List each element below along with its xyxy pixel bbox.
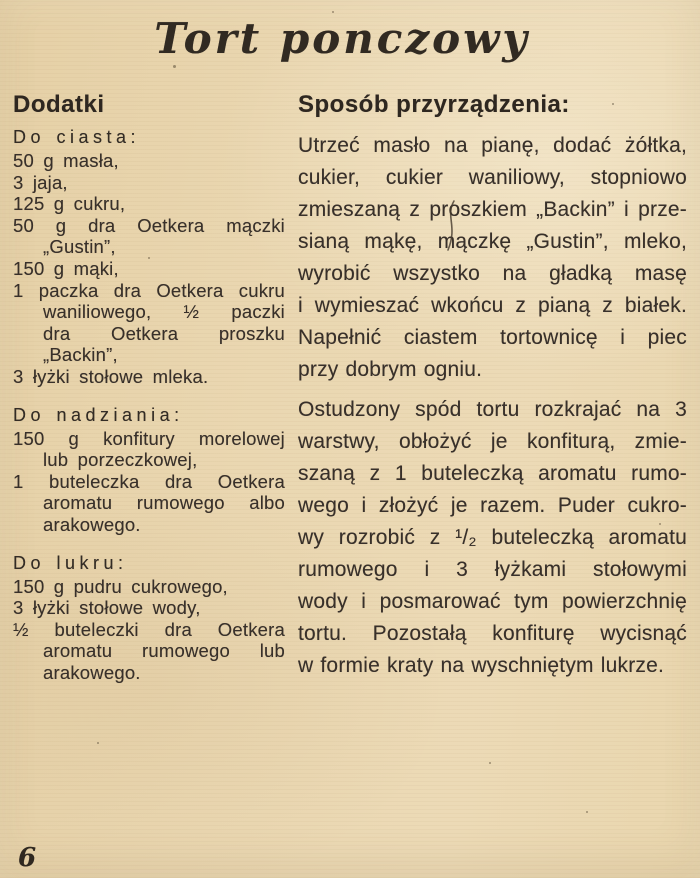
ink-speck [659,523,661,525]
ink-speck [97,742,99,744]
ink-speck [489,762,491,764]
method-line: cukier, cukier waniliowy, stopniowo [298,166,687,189]
ingredient-line: „Gustin”, [43,236,116,258]
ingredient-line: 1 paczka dra Oetkera cukru [13,279,285,301]
method-line: wody i posmarować tym powierzchnię [298,590,687,613]
ingredient-line: 150 g mąki, [13,257,119,279]
ingredient-line: 50 g dra Oetkera mączki [13,214,285,236]
ingredient-line: aromatu rumowego lub [43,640,285,662]
subheading-do-ciasta: Do ciasta: [13,127,141,147]
method-line: sianą mąkę, mączkę „Gustin”, mleko, [298,230,687,253]
page-title: Tort ponczowy [154,14,530,63]
method-line: Utrzeć masło na pianę, dodać żółtka, [298,134,687,157]
method-paragraph-2 [298,394,687,682]
method-line: zmieszaną z proszkiem „Backin” i prze- [298,198,687,221]
section-do-lukru [13,552,285,684]
ingredient-line: waniliowego, ½ paczki [43,301,285,323]
ingredients-column [13,92,285,699]
ingredient-line: aromatu rumowego albo [43,492,285,514]
method-line: tortu. Pozostałą konfiturę wycisnąć [298,622,687,645]
section-do-nadziania [13,404,285,536]
pen-mark [437,198,467,254]
ingredients-heading: Dodatki [13,91,105,118]
ingredient-line: 3 łyżki stołowe mleka. [13,365,209,387]
ingredient-line: 3 jaja, [13,171,68,193]
ingredient-line: arakowego. [43,661,141,683]
method-line: w formie kraty na wyschniętym lukrze. [298,654,664,677]
page-number: 6 [18,843,37,873]
ingredient-line: „Backin”, [43,344,118,366]
method-line: wego i złożyć je razem. Puder cukro- [298,494,687,517]
method-line: warstwy, obłożyć je konfiturą, zmie- [298,430,687,453]
ingredient-line: dra Oetkera proszku [43,322,285,344]
subheading-do-nadziania: Do nadziania: [13,404,184,425]
method-line: przy dobrym ogniu. [298,358,483,381]
subheading-do-lukru: Do lukru: [13,552,128,573]
ingredient-line: 50 g masła, [13,150,119,171]
ingredient-line: ½ buteleczki dra Oetkera [13,618,285,640]
ingredient-line: 150 g konfitury morelowej [13,427,285,449]
method-heading: Sposób przyrządzenia: [298,91,570,118]
ink-speck [148,257,150,259]
ingredient-line: 125 g cukru, [13,193,126,215]
method-line: wy rozrobić z ¹/₂ buteleczką aromatu [298,526,687,549]
method-column [298,92,687,690]
method-line: Napełnić ciastem tortownicę i piec [298,326,687,349]
ink-speck [332,11,334,13]
method-line: rumowego i 3 łyżkami stołowymi [298,558,687,581]
ingredient-line: 150 g pudru cukrowego, [13,575,228,597]
ink-speck [586,811,588,813]
method-line: i wymieszać wkońcu z pianą z białek. [298,294,687,317]
method-line: Ostudzony spód tortu rozkrajać na 3 [298,398,687,421]
ingredient-line: 3 łyżki stołowe wody, [13,597,201,619]
ink-speck [612,103,614,105]
ingredient-line: 1 buteleczka dra Oetkera [13,470,285,492]
method-line: wyrobić wszystko na gładką masę [298,262,687,285]
method-line: szaną z 1 buteleczką aromatu rumo- [298,462,687,485]
ink-speck [173,65,176,68]
method-paragraph-1 [298,130,687,386]
ingredient-line: arakowego. [43,513,141,535]
ingredient-line: lub porzeczkowej, [43,449,198,471]
